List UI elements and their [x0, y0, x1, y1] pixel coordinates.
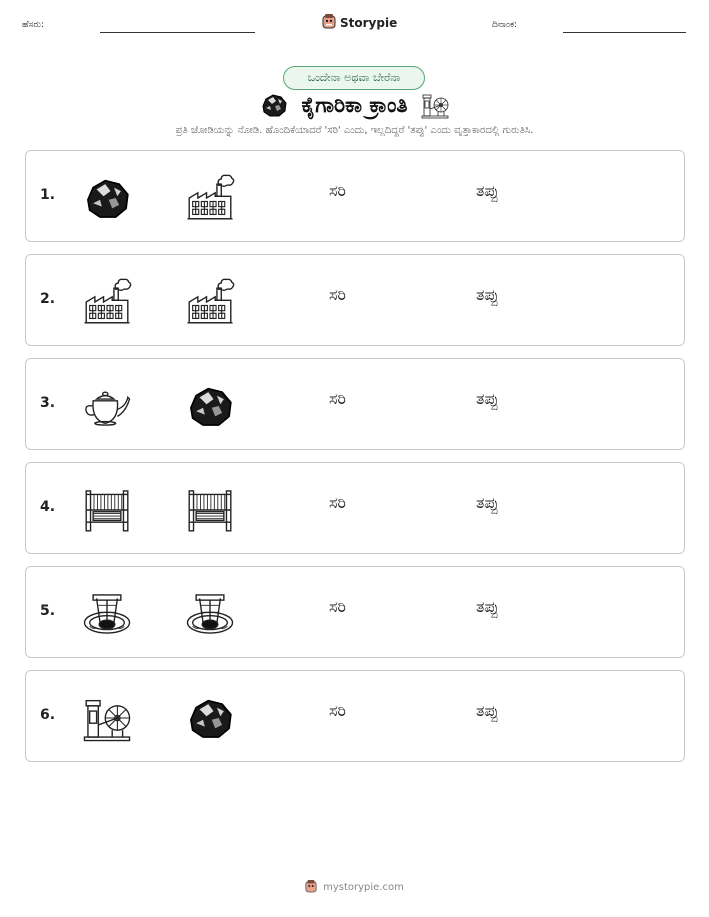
worksheet-header	[0, 0, 709, 50]
title-steam-engine-icon	[420, 90, 450, 120]
loom-icon	[184, 484, 236, 536]
question-number: 3.	[40, 395, 56, 411]
coal-icon	[184, 380, 236, 432]
mine-shaft-icon	[81, 588, 133, 640]
option-true[interactable]: ಸರಿ	[329, 701, 346, 720]
footer-url[interactable]: mystorypie.com	[323, 882, 404, 893]
question-number: 2.	[40, 291, 56, 307]
name-label: ಹೆಸರು:	[22, 20, 45, 30]
question-number: 6.	[40, 707, 56, 723]
brand-name: Storypie	[340, 16, 398, 30]
date-field-line[interactable]	[563, 32, 686, 33]
brand-logo	[322, 13, 397, 33]
teapot-icon	[81, 380, 133, 432]
question-row-1	[25, 150, 685, 242]
mine-shaft-icon	[184, 588, 236, 640]
option-false[interactable]: ತಪ್ಪು	[476, 181, 499, 200]
factory-icon	[81, 276, 133, 328]
question-number: 1.	[40, 187, 56, 203]
factory-icon	[184, 276, 236, 328]
factory-icon	[184, 172, 236, 224]
option-true[interactable]: ಸರಿ	[329, 389, 346, 408]
question-number: 5.	[40, 603, 56, 619]
question-row-5	[25, 566, 685, 658]
page-title: ಕೈಗಾರಿಕಾ ಕ್ರಾಂತಿ	[301, 92, 408, 117]
steam-engine-icon	[81, 692, 133, 744]
coal-icon	[81, 172, 133, 224]
question-number: 4.	[40, 499, 56, 515]
storypie-mascot-icon	[305, 878, 317, 897]
option-false[interactable]: ತಪ್ಪು	[476, 493, 499, 512]
question-row-2	[25, 254, 685, 346]
instructions: ಪ್ರತಿ ಜೋಡಿಯನ್ನು ನೋಡಿ. ಹೊಂದಿಕೆಯಾದರೆ 'ಸರಿ' ಎಂದು, ಇಲ್ಲದಿದ್ದರೆ 'ತಪ್ಪು' ಎಂದು ವೃತ್ತಾಕಾರದಲ್ಲಿ ಗುರುತಿಸಿ.	[175, 125, 534, 136]
loom-icon	[81, 484, 133, 536]
question-row-3	[25, 358, 685, 450]
option-false[interactable]: ತಪ್ಪು	[476, 285, 499, 304]
storypie-mascot-icon	[322, 13, 336, 33]
option-false[interactable]: ತಪ್ಪು	[476, 389, 499, 408]
title-coal-icon	[259, 90, 289, 120]
footer	[0, 878, 709, 897]
option-true[interactable]: ಸರಿ	[329, 597, 346, 616]
option-true[interactable]: ಸರಿ	[329, 181, 346, 200]
coal-icon	[184, 692, 236, 744]
question-row-6	[25, 670, 685, 762]
date-label: ದಿನಾಂಕ:	[492, 20, 518, 30]
title-row	[0, 90, 709, 120]
option-false[interactable]: ತಪ್ಪು	[476, 597, 499, 616]
name-field-line[interactable]	[100, 32, 255, 33]
activity-badge: ಒಂದೇನಾ ಅಥವಾ ಬೇರೆನಾ	[283, 66, 425, 90]
option-false[interactable]: ತಪ್ಪು	[476, 701, 499, 720]
option-true[interactable]: ಸರಿ	[329, 493, 346, 512]
option-true[interactable]: ಸರಿ	[329, 285, 346, 304]
question-row-4	[25, 462, 685, 554]
